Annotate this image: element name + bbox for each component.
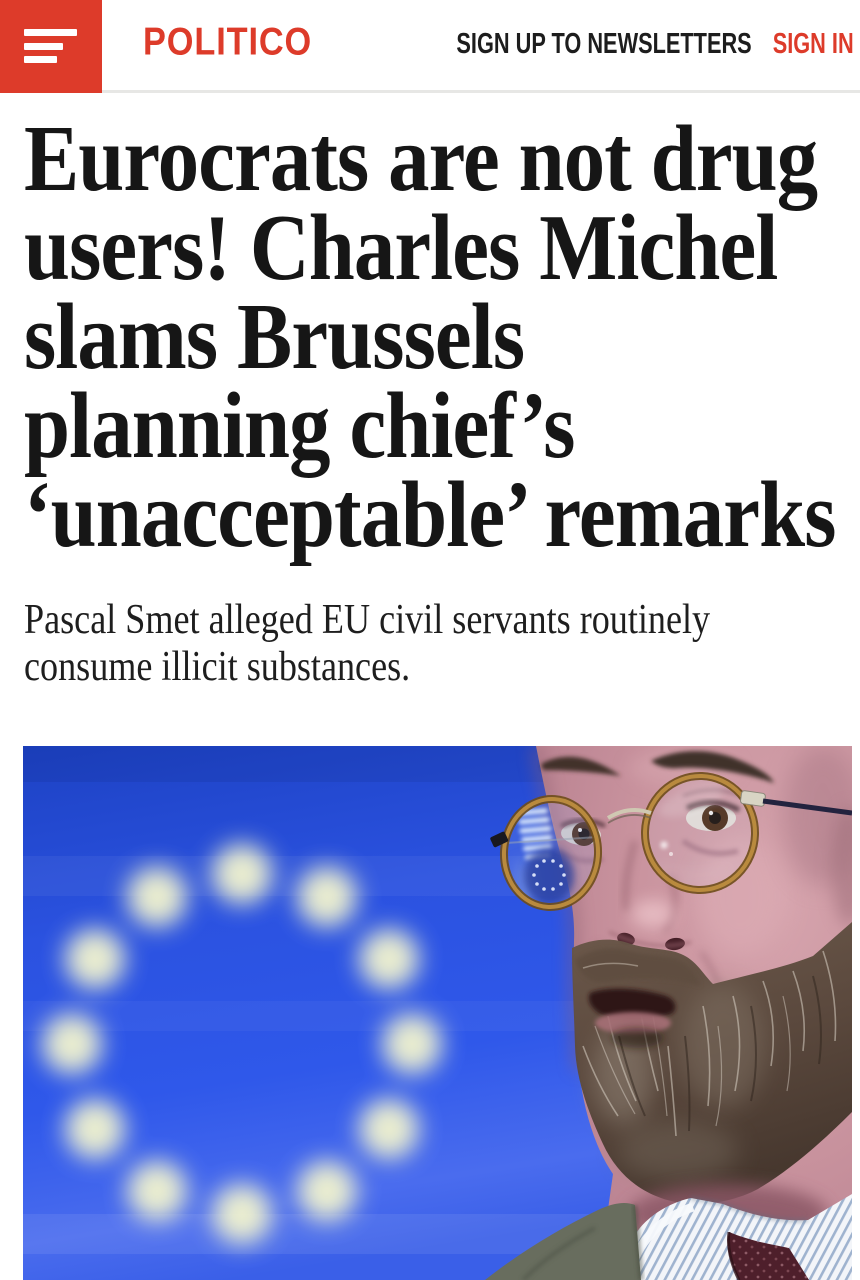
headline-line: planning chief’s (24, 374, 575, 478)
headline-line: users! Charles Michel (24, 196, 778, 300)
site-header (0, 0, 860, 93)
article-headline (24, 107, 836, 567)
newsletters-link[interactable]: SIGN UP TO NEWSLETTERS (456, 27, 753, 60)
headline-line: ‘unacceptable’ remarks (24, 463, 836, 567)
headline-line: slams Brussels (24, 285, 525, 389)
politico-logo[interactable]: POLITICO (143, 20, 313, 64)
michel-eu-photo-graphic (23, 746, 852, 1280)
menu-button[interactable] (0, 0, 102, 93)
header-nav (457, 28, 854, 61)
dek-line: Pascal Smet alleged EU civil servants routinely (24, 597, 711, 643)
dek-line: consume illicit substances. (24, 644, 411, 690)
sign-in-link[interactable]: SIGN IN (773, 27, 854, 60)
article-lead-photo (23, 746, 852, 1280)
glasses-hinge (740, 790, 766, 806)
headline-line: Eurocrats are not drug (24, 107, 818, 211)
article-dek (24, 597, 836, 691)
